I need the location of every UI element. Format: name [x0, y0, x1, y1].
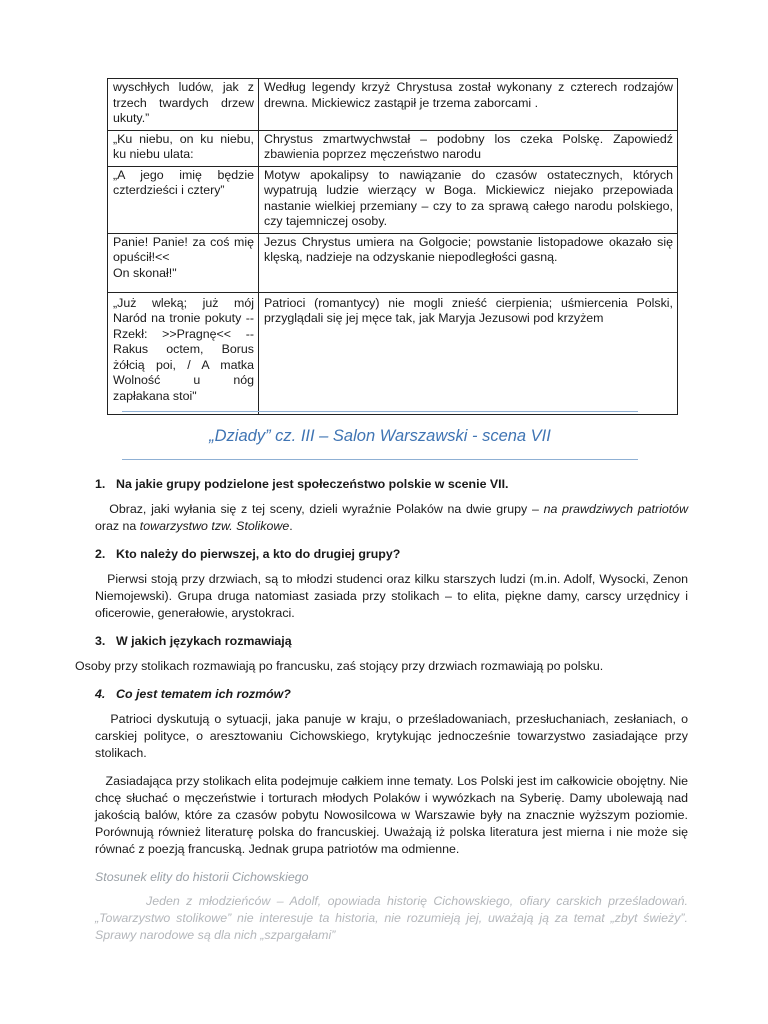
table-row [108, 130, 678, 166]
faded-subheading: Stosunek elity do historii Cichowskiego [95, 870, 309, 884]
answer-text: Pierwsi stoją przy drzwiach, są to młodzi studenci oraz kilku starszych ludzi (m.in. Adolf, Wysocki, Zenon Niemojewski). Grupa druga natomiast zasiada przy stolikach – to elita, piękne damy, carscy urzędnicy i oficerowie, generałowie, arystokraci. [95, 572, 689, 620]
heading-rule-top [122, 411, 638, 412]
question-3 [95, 633, 688, 649]
answer-2 [95, 571, 688, 622]
section-title: „Dziady” cz. III – Salon Warszawski - scena VII [209, 427, 551, 445]
quote-cell: wyschłych ludów, jak z trzech twardych drzew ukuty.” [108, 79, 259, 131]
comment-cell: Chrystus zmartwychwstał – podobny los czeka Polskę. Zapowiedź zbawienia poprzez męczeństwo narodu [259, 130, 678, 166]
question-2 [95, 546, 688, 562]
quote-cell: „A jego imię będzie czterdzieści i cztery” [108, 166, 259, 233]
question-number: 1. [95, 477, 106, 491]
quote-cell: Panie! Panie! za coś mię opuścił!<< On skonał!" [108, 233, 259, 292]
question-4 [95, 686, 688, 702]
comment-cell: Jezus Chrystus umiera na Golgocie; powstanie listopadowe okazało się klęską, nadzieje na odzyskanie niepodległości gasną. [259, 233, 678, 292]
quote-cell: „Już wleką; już mój Naród na tronie pokuty -- Rzekł: >>Pragnę<< -- Rakus octem, Borus żółcią poi, / A matka Wolność u nóg zapłakana stoi" [108, 292, 259, 414]
answer-text: oraz na [95, 519, 140, 533]
faded-paragraph [95, 893, 688, 944]
question-number: 4. [95, 687, 106, 701]
answer-text: Zasiadająca przy stolikach elita podejmuje całkiem inne tematy. Los Polski jest im całkowicie obojętny. Nie chcę słuchać o męczeństwie i torturach młodych Polaków i wywózkach na Syberię. Damy ubolewają nad jakością balów, które za czasów pobytu Nowosilcowa w Warszawie były na znacznie wyższym poziomie. Porównują również literaturę polska do francuskiej. Uważają iż polska literatura jest mierna i nie może się równać z poezją francuską. Jednak grupa patriotów ma odmienne. [95, 774, 688, 856]
question-number: 2. [95, 547, 106, 561]
questions-section [75, 476, 689, 944]
answer-3 [75, 658, 688, 675]
quote-cell: „Ku niebu, on ku niebu, ku niebu ulata: [108, 130, 259, 166]
question-1 [95, 476, 688, 492]
table-row [108, 233, 678, 292]
answer-emphasis: towarzystwo tzw. Stolikowe [139, 519, 290, 533]
question-text: Co jest tematem ich rozmów? [116, 687, 291, 701]
question-number: 3. [95, 634, 106, 648]
question-text: Na jakie grupy podzielone jest społeczeństwo polskie w scenie VII. [116, 477, 509, 491]
faded-text: Jeden z młodzieńców – Adolf, opowiada historię Cichowskiego, ofiary carskich prześladowań. „Towarzystwo stolikowe” nie interesuje ta historia, nie rozumieją jej, uważają ją za temat „zbyt świeży”. Sprawy narodowe są dla nich „szpargałami” [95, 894, 688, 942]
question-text: W jakich językach rozmawiają [116, 634, 292, 648]
answer-text: Osoby przy stolikach rozmawiają po francusku, zaś stojący przy drzwiach rozmawiają po polsku. [75, 659, 604, 673]
answer-4-paragraph-2 [95, 773, 688, 858]
table-row [108, 166, 678, 233]
table-row [108, 79, 678, 131]
answer-text: Obraz, jaki wyłania się z tej sceny, dzieli wyraźnie Polaków na dwie grupy – [109, 502, 544, 516]
answer-1 [95, 501, 688, 535]
answer-4-paragraph-1 [95, 711, 688, 762]
comment-cell: Patrioci (romantycy) nie mogli znieść cierpienia; uśmiercenia Polski, przyglądali się jej męce tak, jak Maryja Jezusowi pod krzyżem [259, 292, 678, 414]
answer-emphasis: na prawdziwych patriotów [543, 502, 689, 516]
comment-cell: Według legendy krzyż Chrystusa został wykonany z czterech rodzajów drewna. Mickiewicz zastąpił je trzema zaborcami . [259, 79, 678, 131]
answer-text: Patrioci dyskutują o sytuacji, jaka panuje w kraju, o prześladowaniach, przesłuchaniach, zesłaniach, o carskiej polityce, o aresztowaniu Cichowskiego, krytykując jednocześnie towarzystwo zasiadające przy stolikach. [95, 712, 688, 760]
question-text: Kto należy do pierwszej, a kto do drugiej grupy? [116, 547, 401, 561]
table-row [108, 292, 678, 414]
answer-text: . [289, 519, 293, 533]
section-heading [122, 411, 638, 460]
quote-analysis-table [107, 78, 678, 415]
heading-rule-bottom [122, 459, 638, 460]
comment-cell: Motyw apokalipsy to nawiązanie do czasów ostatecznych, których wypatrują ludzie wierzący w Boga. Mickiewicz niejako przepowiada nastanie wielkiej przemiany – czy to za sprawą całego narodu polskiego, czy tajemniczej osoby. [259, 166, 678, 233]
